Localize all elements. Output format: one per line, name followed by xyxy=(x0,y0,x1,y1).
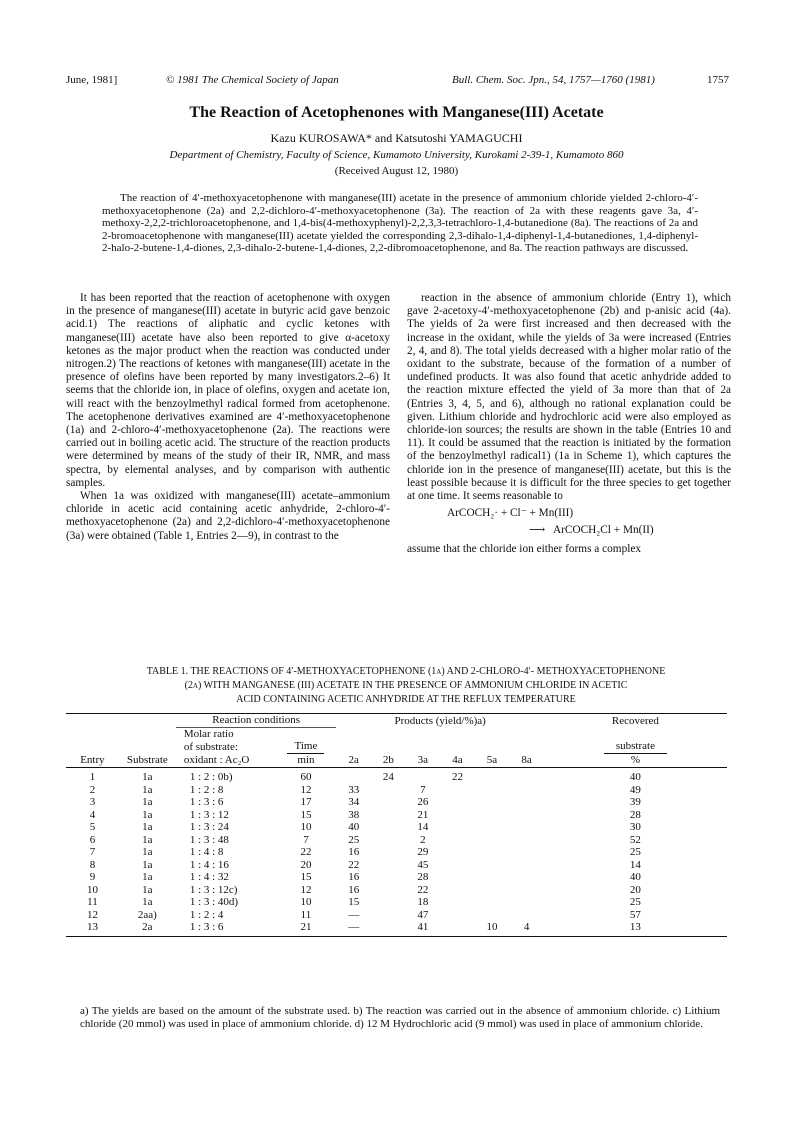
table-cell: 13 xyxy=(66,921,119,936)
table-cell xyxy=(440,796,475,809)
table-cell: 2a xyxy=(119,921,176,936)
table-cell: 40 xyxy=(629,871,641,883)
table-cell xyxy=(371,796,406,809)
table-cell: 25 xyxy=(348,833,360,846)
table-cell xyxy=(440,809,475,822)
header-3a: 3a xyxy=(417,754,429,766)
table-cell: 22 xyxy=(300,846,312,858)
table-cell: 1 : 3 : 40d) xyxy=(189,896,239,908)
paragraph: It has been reported that the reaction of acetophenone with oxygen in the presence of manganese(III) acetate in butyric acid gave benzoic acid.1) The reactions of aliphatic and cyclic ketones with manganese(III) acetate have also been reported to give α-acetoxy ketones as the major product when the reaction was conducted under nitrogen.2) The reactions of ketones with manganese(III) acetate in the presence of olefins have been reported by many investigators.2–6) It seems that the chloride ion, in place of olefins, oxygen and acetate ion, will react with the benzoylmethyl radical formed from acetophenone. The acetophenone derivatives examined are 4′-methoxyacetophenone (1a) and 2-chloro-4′-methoxyacetophenone (2a). The reactions were carried out in boiling acetic acid. The structure of the reaction products were determined by means of the study of their IR, NMR, and mass spectra, by elemental analyses, and by comparison with authentic samples. xyxy=(66,292,390,489)
table-cell xyxy=(371,809,406,822)
table-cell xyxy=(509,884,544,897)
reaction-equation xyxy=(407,507,731,539)
table-cell xyxy=(440,821,475,834)
table-cell: 21 xyxy=(275,921,336,936)
table-cell: 16 xyxy=(348,871,360,883)
table-cell: 20 xyxy=(629,883,641,896)
table-cell xyxy=(475,859,510,872)
paragraph: reaction in the absence of ammonium chloride (Entry 1), which gave 2-acetoxy-4′-methoxyacetophenone (2b) and p-anisic acid (4a). The yields of 2a were first increased and then decreased with the increase in the oxidant, while the yields of 3a were increased (Entries 2, 4, and 8). The total yields decreased with a higher molar ratio of the oxidant to the substrate, because of the formation of a number of undefined products. It was also found that acetic anhydride added to the reaction mixture effected the yield of 3a more than that of 2a (Entries 3, 4, 5, and 6), although no rational explanation could be given. Lithium chloride and hydrochloric acid were also employed as chloride-ion sources; the results are shown in the table (Entries 10 and 11). It could be assumed that the reaction is initiated by the formation of the benzoylmethyl radical1) (1a in Scheme 1), which captures the chloride ion in the presence of manganese(III) acetate, but this is the least possible because it is difficult for the three species to get together at one time. It seems reasonable to xyxy=(407,292,731,503)
table-cell: 7 xyxy=(89,846,96,858)
table-cell: 47 xyxy=(417,908,429,921)
header-4a: 4a xyxy=(452,754,463,766)
table-cell: 1 xyxy=(66,768,119,784)
table-cell: 1 : 3 : 6 xyxy=(189,796,224,808)
table-cell: 1a xyxy=(142,846,153,858)
table-cell: 4 xyxy=(89,808,96,821)
table-cell: 1 : 4 : 32 xyxy=(189,871,229,883)
header-page-number: 1757 xyxy=(707,74,729,86)
table-cell: 49 xyxy=(629,783,641,796)
table-cell xyxy=(371,884,406,897)
table-cell xyxy=(440,896,475,909)
table-cell: 25 xyxy=(629,846,641,858)
table-row xyxy=(66,784,727,797)
table-cell xyxy=(509,846,544,859)
table-cell: 22 xyxy=(348,858,360,871)
table-row xyxy=(66,796,727,809)
table-cell: 30 xyxy=(629,821,641,833)
table-cell: 28 xyxy=(417,871,429,883)
table-cell: 17 xyxy=(300,796,312,808)
header-copyright: © 1981 The Chemical Society of Japan xyxy=(166,74,339,86)
table-cell xyxy=(440,871,475,884)
table-cell xyxy=(440,884,475,897)
paragraph: assume that the chloride ion either forms a complex xyxy=(407,543,642,556)
table-cell xyxy=(475,821,510,834)
table-cell: 10 xyxy=(300,821,312,833)
table-cell xyxy=(371,859,406,872)
table-cell xyxy=(440,909,475,922)
table-cell: 60 xyxy=(275,768,336,784)
table-cell: 28 xyxy=(629,808,641,821)
table-cell xyxy=(371,896,406,909)
table-cell xyxy=(475,846,510,859)
table-cell: 15 xyxy=(300,871,312,883)
table-cell xyxy=(371,921,406,936)
table-cell: 26 xyxy=(417,796,429,808)
table-cell xyxy=(509,768,544,784)
table-cell xyxy=(509,821,544,834)
table-caption xyxy=(96,665,716,707)
table-cell: 7 xyxy=(303,833,309,846)
table-cell xyxy=(371,909,406,922)
table-cell xyxy=(475,884,510,897)
table-cell: 1a xyxy=(142,833,153,846)
table-cell xyxy=(440,834,475,847)
equation-lhs: ArCOCH₂· + Cl⁻ + Mn(III) xyxy=(447,507,574,520)
table-cell xyxy=(440,846,475,859)
header-date: June, 1981] xyxy=(66,74,118,86)
author-affiliation: Department of Chemistry, Faculty of Science, Kumamoto University, Kurokami 2-39-1, Kumamoto 860 xyxy=(169,149,624,161)
table-cell: 14 xyxy=(629,858,641,871)
table-cell: 10 xyxy=(475,921,510,936)
table-footnotes xyxy=(80,1005,720,1031)
table-cell: 24 xyxy=(371,768,406,784)
table-cell xyxy=(371,821,406,834)
table-cell: 4 xyxy=(509,921,544,936)
table-row xyxy=(66,921,727,936)
header-reaction-conditions: Reaction conditions xyxy=(176,714,337,728)
table-cell xyxy=(475,796,510,809)
header-2a: 2a xyxy=(348,754,359,766)
table-cell xyxy=(509,784,544,797)
table-cell xyxy=(371,871,406,884)
table-cell: 25 xyxy=(629,896,641,908)
table-cell: 29 xyxy=(417,846,429,858)
table-cell: 3 xyxy=(89,796,96,808)
table-cell: 40 xyxy=(348,821,360,833)
header-recovered-unit: substrate % xyxy=(544,728,727,768)
table-cell xyxy=(509,796,544,809)
table-cell: 16 xyxy=(348,846,360,858)
table-cell: 57 xyxy=(629,908,641,921)
table-cell: 1 : 3 : 48 xyxy=(189,833,229,846)
header-citation: Bull. Chem. Soc. Jpn., 54, 1757—1760 (1981) xyxy=(452,74,655,86)
table-cell: 1 : 3 : 12c) xyxy=(189,883,238,896)
table-cell: 1a xyxy=(142,871,153,883)
header-recovered: Recovered xyxy=(544,714,727,728)
table-cell: 1a xyxy=(142,821,153,833)
table-cell: 1 : 3 : 24 xyxy=(189,821,229,833)
table-cell xyxy=(440,859,475,872)
table-cell: 22 xyxy=(440,768,475,784)
table-cell: 1 : 4 : 16 xyxy=(189,858,229,871)
table-row xyxy=(66,859,727,872)
table-cell xyxy=(509,909,544,922)
table-row xyxy=(66,871,727,884)
paragraph: When 1a was oxidized with manganese(III) acetate–ammonium chloride in acetic acid containing acetic anhydride, 2-chloro-4′-methoxyacetophenone (2a) and 2,2-dichloro-4′-methoxyacetophenone (3a) were obtained (Table 1, Entries 2—9), in contrast to the xyxy=(66,490,390,542)
table-cell xyxy=(336,768,371,784)
header-molar-ratio: Molar ratio of substrate: oxidant : Ac₂O xyxy=(183,728,250,766)
table-cell xyxy=(475,909,510,922)
table-cell: 22 xyxy=(417,883,429,896)
table-row xyxy=(66,846,727,859)
table-cell: 52 xyxy=(629,833,641,846)
table-cell: 10 xyxy=(86,883,98,896)
table-cell: 8 xyxy=(89,858,96,871)
table-cell: 1a xyxy=(142,896,153,908)
header-time: Time min xyxy=(275,728,336,768)
table-cell: 1a xyxy=(142,783,153,796)
table-cell xyxy=(371,834,406,847)
table-cell: 10 xyxy=(300,896,312,908)
table-cell: 34 xyxy=(348,796,360,808)
table-row xyxy=(66,768,727,784)
results-table xyxy=(66,713,727,937)
header-entry: Entry xyxy=(80,754,105,766)
table-cell: 1 : 3 : 6 xyxy=(176,921,276,936)
table-cell xyxy=(509,809,544,822)
abstract: The reaction of 4′-methoxyacetophenone with manganese(III) acetate in the presence of ammonium chloride yielded 2-chloro-4′-methoxyacetophenone (2a) and 2,2-dichloro-4′-methoxyacetophenone (3a). The reaction of 2a with these reagents gave 3a, 4′-methoxy-2,2,2-trichloroacetophenone, and 1,4-bis(4-methoxyphenyl)-2,2,3,3-tetrachloro-1,4-butanedione (8a). The reactions of 2a and 2-bromoacetophenone with manganese(III) acetate yielded the corresponding 2,3-dihalo-1,4-diphenyl-1,4-butanediones, 1,4-diphenyl-2-halo-2-butene-1,4-diones, 2,3-dihalo-2-butene-1,4-diones, 2,2-dibromoacetophenone, and 8a. The reaction pathways are discussed. xyxy=(102,192,698,255)
table-cell: 12 xyxy=(300,783,312,796)
table-cell xyxy=(509,834,544,847)
header-5a: 5a xyxy=(486,754,498,766)
header-products: Products (yield/%)a) xyxy=(336,714,543,728)
table-cell: 2 xyxy=(89,783,96,796)
table-cell xyxy=(406,768,441,784)
header-substrate: Substrate xyxy=(126,754,168,766)
table-cell xyxy=(475,809,510,822)
table-cell: 20 xyxy=(300,858,312,871)
table-cell: 7 xyxy=(420,783,426,796)
table-cell xyxy=(475,784,510,797)
received-date: (Received August 12, 1980) xyxy=(334,165,459,177)
table-cell: 5 xyxy=(89,821,96,833)
table-cell xyxy=(509,896,544,909)
equation-arrow: ⟶ xyxy=(529,524,546,537)
table-cell: 39 xyxy=(629,796,641,808)
table-cell: 1 : 2 : 0b) xyxy=(176,768,276,784)
table-cell xyxy=(475,768,510,784)
table-cell: 11 xyxy=(87,896,98,908)
table-cell: 15 xyxy=(300,808,312,821)
table-cell xyxy=(371,846,406,859)
table-cell: 13 xyxy=(544,921,727,936)
table-cell: 1 : 2 : 8 xyxy=(189,783,224,796)
header-2b: 2b xyxy=(382,754,394,766)
table-cell: 11 xyxy=(300,908,312,921)
table-caption-line: TABLE 1. THE REACTIONS OF 4′-METHOXYACETOPHENONE (1a) AND 2-CHLORO-4′- METHOXYACETOPHENONE xyxy=(146,666,666,677)
table-cell: 21 xyxy=(417,808,429,821)
table-body xyxy=(66,768,727,937)
footnote: a) The yields are based on the amount of the substrate used. b) The reaction was carried out in the absence of ammonium chloride. c) Lithium chloride (20 mmol) was used in place of ammonium chloride. d) 12 M Hydrochloric acid (9 mmol) was used in place of ammonium chloride. xyxy=(80,1005,720,1030)
table-cell: 1 : 4 : 8 xyxy=(189,846,224,858)
table-cell: 12 xyxy=(300,883,312,896)
table-cell xyxy=(440,784,475,797)
table-cell: 1 : 2 : 4 xyxy=(189,908,224,921)
table-row xyxy=(66,896,727,909)
table-row xyxy=(66,821,727,834)
table-cell: 45 xyxy=(417,858,429,871)
article-authors: Kazu KUROSAWA* and Katsutoshi YAMAGUCHI xyxy=(270,131,523,145)
table-cell xyxy=(475,871,510,884)
table-cell: — xyxy=(336,921,371,936)
table-row xyxy=(66,834,727,847)
table-cell: 1a xyxy=(142,796,153,808)
table-cell: 9 xyxy=(89,871,96,883)
equation-rhs: ArCOCH₂Cl + Mn(II) xyxy=(553,524,654,537)
table-row xyxy=(66,909,727,922)
table-cell xyxy=(371,784,406,797)
table-row xyxy=(66,884,727,897)
table-cell: 14 xyxy=(417,821,429,833)
table-cell: 41 xyxy=(406,921,441,936)
table-cell xyxy=(475,834,510,847)
body-right-column xyxy=(407,292,731,556)
table-cell: 1a xyxy=(142,883,153,896)
body-left-column xyxy=(66,292,390,543)
running-header xyxy=(66,74,729,90)
table-caption-line: ACID CONTAINING ACETIC ANHYDRIDE AT THE REFLUX TEMPERATURE xyxy=(236,694,576,705)
table-cell: 16 xyxy=(348,883,360,896)
table-cell: 38 xyxy=(348,808,360,821)
table-cell xyxy=(509,859,544,872)
table-row xyxy=(66,809,727,822)
table-cell: 2 xyxy=(420,833,426,846)
table-cell: 15 xyxy=(348,896,360,908)
table-cell: 40 xyxy=(544,768,727,784)
table-cell: 2aa) xyxy=(137,908,157,921)
table-cell: 18 xyxy=(417,896,429,908)
table-cell xyxy=(440,921,475,936)
article-title: The Reaction of Acetophenones with Manganese(III) Acetate xyxy=(189,104,604,121)
table-cell xyxy=(509,871,544,884)
table-caption-line: (2a) WITH MANGANESE (III) ACETATE IN THE PRESENCE OF AMMONIUM CHLORIDE IN ACETIC xyxy=(184,680,628,691)
table-cell: — xyxy=(348,908,360,921)
table-cell: 1 : 3 : 12 xyxy=(189,808,229,821)
table-cell: 1a xyxy=(119,768,176,784)
table-cell: 33 xyxy=(348,783,360,796)
table-cell: 1a xyxy=(142,808,153,821)
header-8a: 8a xyxy=(521,754,532,766)
table-cell xyxy=(475,896,510,909)
table-cell: 6 xyxy=(89,833,96,846)
table-cell: 1a xyxy=(142,858,153,871)
table-cell: 12 xyxy=(86,908,98,921)
